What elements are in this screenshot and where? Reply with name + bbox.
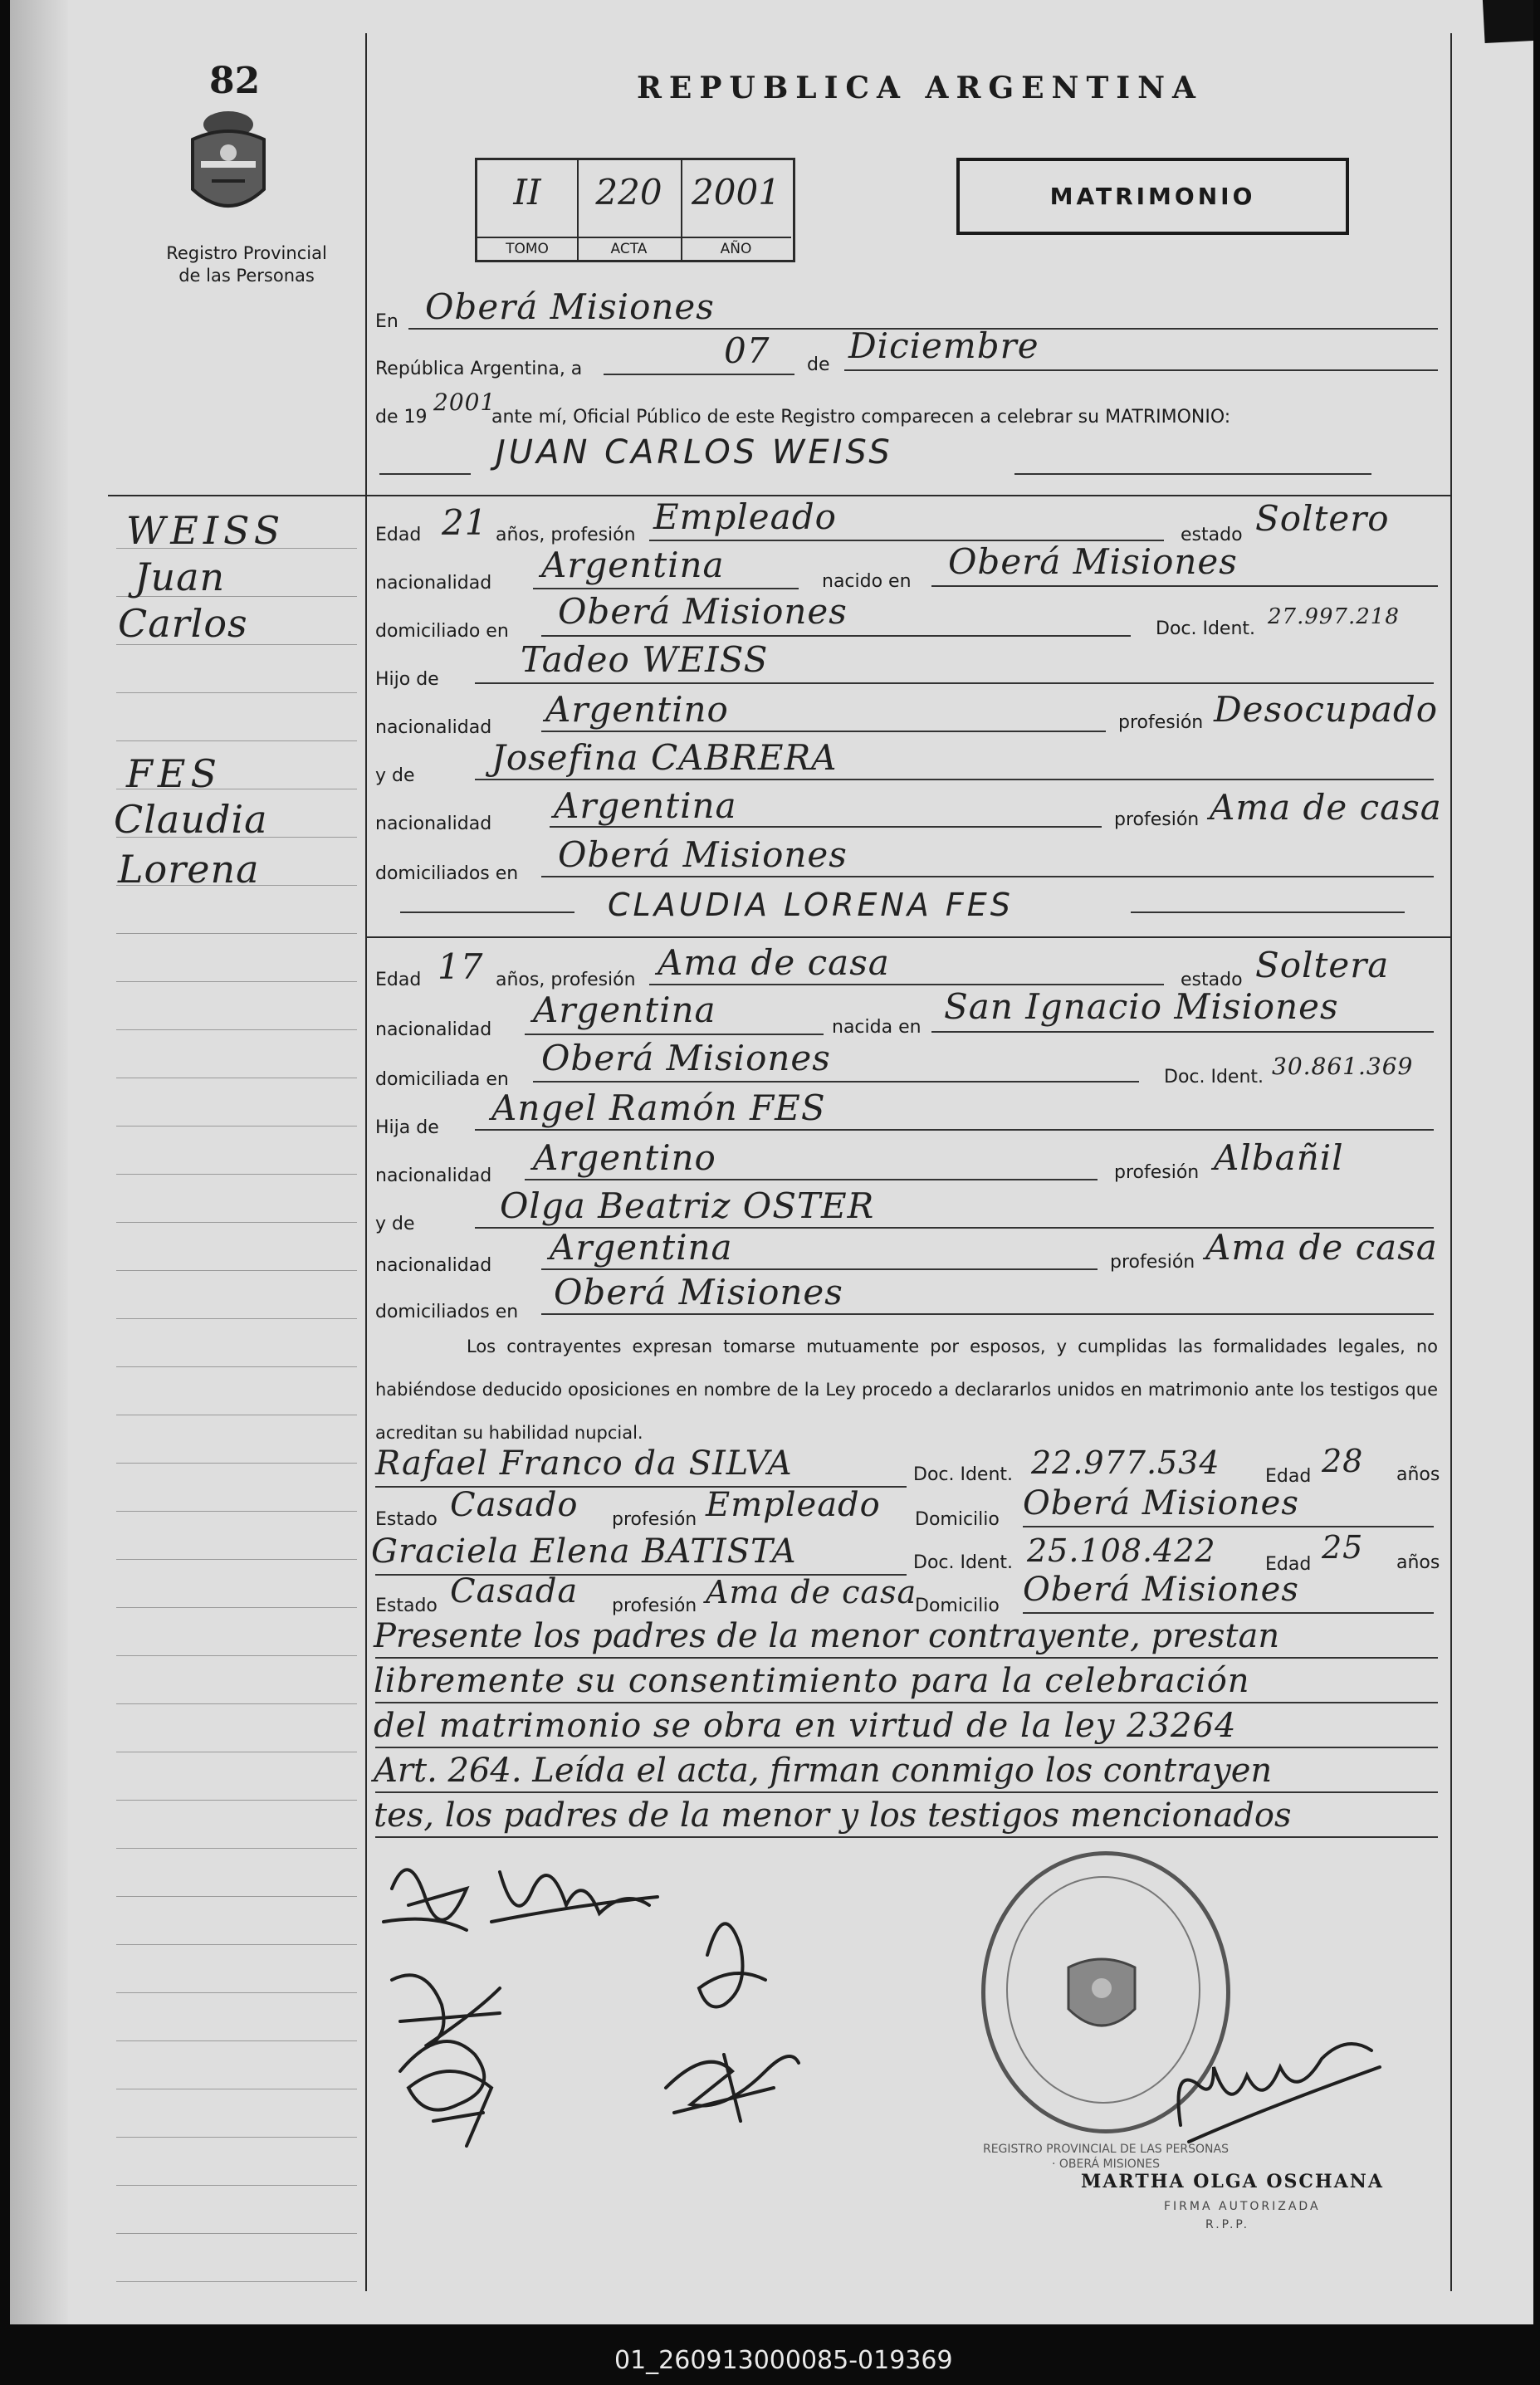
groom-estado: Soltero bbox=[1255, 498, 1390, 539]
bride-padre-nac: Argentino bbox=[533, 1137, 716, 1178]
groom-padres-dom: Oberá Misiones bbox=[558, 834, 848, 875]
note-line-2: libremente su consentimiento para la celebración bbox=[374, 1662, 1250, 1700]
bride-madre-nac: Argentina bbox=[550, 1227, 733, 1268]
margin-groom-second: Carlos bbox=[118, 601, 248, 646]
groom-padre-nac: Argentino bbox=[545, 689, 729, 730]
bride-padre-nac-label: nacionalidad bbox=[375, 1166, 492, 1186]
witness-1-edad-label: Edad bbox=[1265, 1466, 1312, 1487]
witness-2-edad-label: Edad bbox=[1265, 1554, 1312, 1575]
groom-hijo-label: Hijo de bbox=[375, 669, 439, 690]
bride-edad: 17 bbox=[438, 946, 484, 987]
bride-nacida-en: San Ignacio Misiones bbox=[944, 986, 1339, 1027]
signature-1 bbox=[384, 1869, 467, 1930]
witness-1-doc-label: Doc. Ident. bbox=[913, 1464, 1014, 1485]
register-page bbox=[10, 0, 1533, 2324]
witness-1-edad: 28 bbox=[1322, 1443, 1364, 1479]
groom-dom-label: domiciliado en bbox=[375, 621, 509, 642]
bride-name-line-left bbox=[400, 911, 574, 913]
bride-madre-nac-label: nacionalidad bbox=[375, 1255, 492, 1276]
groom-anios-label: años, profesión bbox=[496, 525, 636, 545]
groom-nacido-label: nacido en bbox=[822, 571, 912, 592]
en-label: En bbox=[375, 311, 398, 332]
stamp-text: REGISTRO PROVINCIAL DE LAS PERSONAS · OBERÁ MISIONES bbox=[982, 2143, 1229, 2171]
groom-madre-nac: Argentina bbox=[554, 785, 737, 826]
bride-padres-dom-line bbox=[541, 1313, 1434, 1315]
groom-madre-prof-label: profesión bbox=[1114, 809, 1200, 830]
bride-doc: 30.861.369 bbox=[1272, 1053, 1414, 1080]
bride-yde-label: y de bbox=[375, 1214, 415, 1234]
witness-1-dom-label: Domicilio bbox=[915, 1509, 1000, 1530]
act-type-box: MATRIMONIO bbox=[956, 158, 1349, 235]
officer-signature bbox=[1164, 2017, 1396, 2158]
margin-bride-second: Lorena bbox=[118, 847, 260, 892]
witness-2-profesion: Ama de casa bbox=[706, 1574, 917, 1610]
signature-2 bbox=[491, 1872, 658, 1922]
signature-3 bbox=[392, 1975, 500, 2046]
groom-nac-label: nacionalidad bbox=[375, 573, 492, 594]
groom-madre-nac-line bbox=[550, 826, 1102, 828]
groom-padre: Tadeo WEISS bbox=[521, 639, 769, 680]
groom-name-line-right bbox=[1014, 473, 1371, 475]
year-prefix: de 19 bbox=[375, 407, 428, 428]
note-rule-3 bbox=[375, 1747, 1438, 1748]
groom-nac-line bbox=[533, 588, 799, 589]
witness-1-dom-line bbox=[1023, 1526, 1434, 1527]
witness-2-edad: 25 bbox=[1322, 1529, 1364, 1566]
stamp-emblem-icon bbox=[1060, 1951, 1143, 2042]
bride-doc-label: Doc. Ident. bbox=[1164, 1067, 1264, 1087]
footer-id: 01_260913000085-019369 bbox=[614, 2346, 953, 2375]
groom-section-rule bbox=[367, 495, 1450, 496]
groom-nacido-line bbox=[931, 585, 1438, 587]
officer-name: MARTHA OLGA OSCHANA bbox=[1081, 2171, 1384, 2192]
witness-1-estado-label: Estado bbox=[375, 1509, 438, 1530]
note-rule-1 bbox=[375, 1657, 1438, 1659]
bride-nacida-label: nacida en bbox=[832, 1017, 922, 1038]
bride-doms-label: domiciliados en bbox=[375, 1302, 519, 1322]
bride-domicilio: Oberá Misiones bbox=[541, 1038, 831, 1078]
bride-nacionalidad: Argentina bbox=[533, 990, 716, 1030]
bride-madre-prof: Ama de casa bbox=[1205, 1227, 1438, 1268]
groom-nacido-en: Oberá Misiones bbox=[948, 541, 1238, 582]
groom-estado-label: estado bbox=[1181, 525, 1243, 545]
bride-madre: Olga Beatriz OSTER bbox=[500, 1185, 875, 1226]
note-rule-4 bbox=[375, 1791, 1438, 1793]
page-corner-shadow bbox=[1482, 0, 1533, 43]
groom-padre-nac-label: nacionalidad bbox=[375, 717, 492, 738]
declaration-text: Los contrayentes expresan tomarse mutuamente por esposos, y cumplidas las formalidades legales, no habiéndose deducido oposiciones en nombre de la Ley procedo a declararlos unidos en matrimonio ante los testigos que acreditan su habilidad nupcial. bbox=[375, 1337, 1438, 1443]
anio-value: 2001 bbox=[692, 172, 780, 213]
note-line-3: del matrimonio se obra en virtud de la ley 23264 bbox=[374, 1707, 1237, 1745]
witness-2-anios-label: años bbox=[1396, 1552, 1440, 1573]
groom-padre-nac-line bbox=[541, 731, 1106, 732]
witness-1-profesion: Empleado bbox=[706, 1486, 881, 1524]
groom-edad: 21 bbox=[442, 502, 488, 543]
bride-section-rule bbox=[367, 936, 1450, 938]
de-label: de bbox=[807, 354, 830, 375]
republica-label: República Argentina, a bbox=[375, 359, 583, 379]
witness-2-estado-label: Estado bbox=[375, 1596, 438, 1616]
groom-madre-line bbox=[475, 779, 1434, 780]
witness-2-doc-label: Doc. Ident. bbox=[913, 1552, 1014, 1573]
tomo-value: II bbox=[513, 172, 541, 213]
officer-unit: R.P.P. bbox=[1205, 2218, 1250, 2231]
officer-title: FIRMA AUTORIZADA bbox=[1164, 2200, 1321, 2213]
witness-1-anios-label: años bbox=[1396, 1464, 1440, 1485]
signature-5 bbox=[699, 1923, 765, 2006]
tomo-label: TOMO bbox=[477, 237, 577, 260]
groom-profesion: Empleado bbox=[653, 496, 837, 537]
groom-padre-prof-label: profesión bbox=[1118, 712, 1204, 733]
bride-nacida-line bbox=[931, 1031, 1434, 1033]
witness-1-doc: 22.977.534 bbox=[1031, 1444, 1220, 1481]
place-value: Oberá Misiones bbox=[425, 286, 715, 327]
month-value: Diciembre bbox=[848, 325, 1039, 366]
witness-2-domicilio: Oberá Misiones bbox=[1023, 1571, 1299, 1609]
coat-of-arms-icon bbox=[183, 106, 274, 222]
groom-edad-label: Edad bbox=[375, 525, 422, 545]
page-number: 82 bbox=[209, 60, 261, 102]
country-title: REPUBLICA ARGENTINA bbox=[637, 71, 1203, 105]
month-line bbox=[844, 369, 1438, 371]
bride-dom-label: domiciliada en bbox=[375, 1069, 509, 1090]
witness-2-name: Graciela Elena BATISTA bbox=[371, 1532, 797, 1571]
registry-name bbox=[143, 242, 350, 287]
groom-full-name: JUAN CARLOS WEISS bbox=[496, 433, 893, 472]
note-rule-5 bbox=[375, 1836, 1438, 1838]
bride-padre: Angel Ramón FES bbox=[491, 1087, 826, 1128]
bride-nac-label: nacionalidad bbox=[375, 1019, 492, 1040]
bride-padre-prof: Albañil bbox=[1214, 1137, 1344, 1178]
note-rule-2 bbox=[375, 1702, 1438, 1703]
bride-dom-line bbox=[533, 1081, 1139, 1083]
note-line-1: Presente los padres de la menor contrayente, prestan bbox=[374, 1617, 1280, 1655]
groom-padre-line bbox=[475, 682, 1434, 684]
register-box bbox=[475, 158, 795, 262]
margin-header-rule bbox=[108, 495, 365, 496]
witness-2-dom-label: Domicilio bbox=[915, 1596, 1000, 1616]
bride-hija-label: Hija de bbox=[375, 1117, 439, 1138]
day-value: 07 bbox=[724, 330, 770, 371]
witness-1-estado: Casado bbox=[450, 1486, 579, 1524]
bride-prof-line bbox=[649, 984, 1164, 985]
note-line-4: Art. 264. Leída el acta, firman conmigo los contrayen bbox=[374, 1752, 1273, 1790]
bride-padre-nac-line bbox=[525, 1179, 1098, 1180]
statement: ante mí, Oficial Público de este Registro comparecen a celebrar su MATRIMONIO: bbox=[491, 407, 1231, 428]
witness-2-prof-label: profesión bbox=[612, 1596, 697, 1616]
bride-nac-line bbox=[525, 1034, 824, 1035]
witness-2-estado: Casada bbox=[450, 1572, 579, 1610]
signature-6 bbox=[666, 2055, 799, 2121]
groom-madre-nac-label: nacionalidad bbox=[375, 814, 492, 834]
groom-nacionalidad: Argentina bbox=[541, 545, 725, 585]
anio-label: AÑO bbox=[681, 237, 791, 260]
registry-line-2: de las Personas bbox=[178, 266, 315, 286]
groom-domicilio: Oberá Misiones bbox=[558, 591, 848, 632]
margin-bride-surname: FES bbox=[126, 751, 222, 796]
groom-yde-label: y de bbox=[375, 765, 415, 786]
groom-dom-line bbox=[541, 635, 1131, 637]
signatures-area bbox=[375, 1839, 1006, 2187]
bride-padres-dom: Oberá Misiones bbox=[554, 1272, 843, 1312]
witness-2-doc: 25.108.422 bbox=[1027, 1532, 1216, 1569]
groom-doc-label: Doc. Ident. bbox=[1156, 618, 1256, 639]
day-line bbox=[604, 374, 794, 375]
right-margin-line bbox=[1450, 33, 1452, 2291]
year-value: 2001 bbox=[433, 389, 496, 416]
margin-bride-first: Claudia bbox=[114, 797, 268, 842]
groom-doc: 27.997.218 bbox=[1268, 604, 1400, 629]
signature-4 bbox=[400, 2041, 491, 2146]
witness-2-dom-line bbox=[1023, 1612, 1434, 1614]
bride-padre-prof-label: profesión bbox=[1114, 1162, 1200, 1183]
bride-full-name: CLAUDIA LORENA FES bbox=[608, 887, 1014, 923]
groom-doms-label: domiciliados en bbox=[375, 863, 519, 884]
groom-name-line-left bbox=[379, 473, 471, 475]
witness-1-prof-label: profesión bbox=[612, 1509, 697, 1530]
bride-anios-label: años, profesión bbox=[496, 970, 636, 990]
acta-label: ACTA bbox=[577, 237, 681, 260]
acta-value: 220 bbox=[595, 172, 662, 213]
note-line-5: tes, los padres de la menor y los testigos mencionados bbox=[374, 1796, 1292, 1835]
witness-1-name: Rafael Franco da SILVA bbox=[375, 1444, 793, 1483]
bride-madre-nac-line bbox=[541, 1268, 1098, 1270]
bride-profesion: Ama de casa bbox=[658, 942, 890, 983]
bride-estado: Soltera bbox=[1255, 945, 1390, 985]
margin-groom-surname: WEISS bbox=[126, 508, 286, 553]
bride-edad-label: Edad bbox=[375, 970, 422, 990]
bride-madre-prof-label: profesión bbox=[1110, 1252, 1195, 1273]
registry-line-1: Registro Provincial bbox=[166, 243, 327, 263]
groom-madre: Josefina CABRERA bbox=[491, 737, 838, 778]
bride-name-line-right bbox=[1131, 911, 1405, 913]
bride-estado-label: estado bbox=[1181, 970, 1243, 990]
groom-padres-dom-line bbox=[541, 876, 1434, 877]
witness-1-domicilio: Oberá Misiones bbox=[1023, 1484, 1299, 1522]
groom-madre-prof: Ama de casa bbox=[1210, 787, 1442, 828]
left-margin-line bbox=[365, 33, 367, 2291]
groom-padre-prof: Desocupado bbox=[1214, 689, 1439, 730]
margin-groom-first: Juan bbox=[134, 555, 226, 599]
bride-padre-line bbox=[475, 1129, 1434, 1131]
